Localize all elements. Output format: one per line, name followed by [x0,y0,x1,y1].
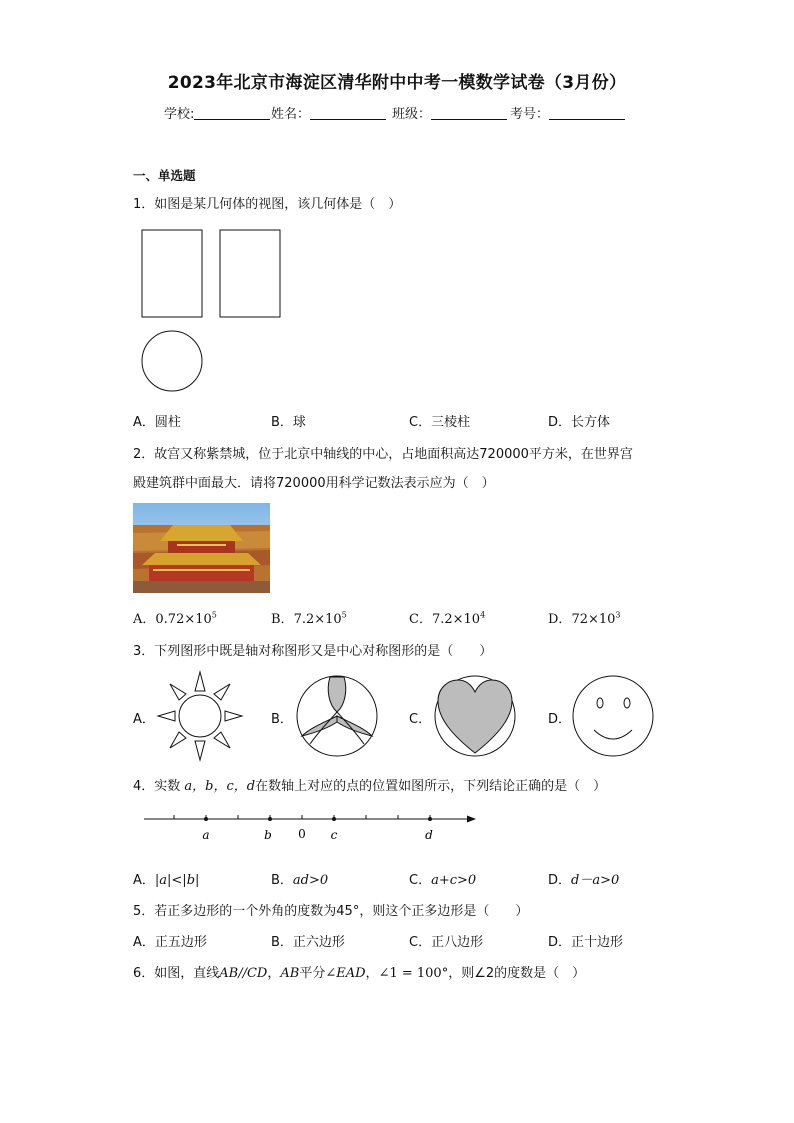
school-label: 学校: [164,107,195,122]
q3-option-b-label[interactable]: B． [271,712,293,727]
page-title: 2023年北京市海淀区清华附中中考一模数学试卷（3月份） [167,73,627,93]
axis-label-c: c [330,828,338,842]
q4-option-a[interactable]: A．|a|<|b| [133,873,200,888]
point-b [268,817,272,821]
id-label: 考号： [510,107,550,122]
section-title: 一、单选题 [133,168,196,183]
axis-label-a: a [202,828,210,842]
q2-option-d[interactable]: D．$72\times 10^3$ [548,610,621,627]
point-d [428,817,432,821]
q1-option-b[interactable]: B．球 [271,415,306,430]
q3-stem: 3．下列图形中既是轴对称图形又是中心对称图形的是（ ） [133,644,493,659]
q5-stem: 5．若正多边形的一个外角的度数为45°，则这个正多边形是（ ） [133,904,529,919]
q2-stem-line1: 2．故宫又称紫禁城，位于北京中轴线的中心，占地面积高达720000平方米，在世界宫 [133,447,633,462]
axis-label-zero: 0 [298,827,306,841]
point-c [332,817,336,821]
q4-option-b[interactable]: B．ad>0 [271,873,329,888]
q2-stem-line2: 殿建筑群中面最大．请将720000用科学记数法表示应为（ ） [133,476,495,491]
q6-stem: 6．如图，直线AB//CD，AB平分∠EAD，∠1 = 100°，则∠2的度数是（ ） [133,966,586,981]
point-a [204,817,208,821]
q2-option-c[interactable]: C．$7.2\times 10^4$ [409,610,486,627]
q5-option-b[interactable]: B．正六边形 [271,935,345,950]
q5-option-c[interactable]: C．正八边形 [409,935,484,950]
class-label: 班级： [392,107,432,122]
q4-option-d[interactable]: D．d－a>0 [548,873,620,888]
q3-option-a-label[interactable]: A． [133,712,155,727]
q5-option-d[interactable]: D．正十边形 [548,935,624,950]
q3-option-c-label[interactable]: C． [409,712,432,727]
q1-stem: 1．如图是某几何体的视图，该几何体是（ ） [133,197,402,212]
q4-option-c[interactable]: C．a+c>0 [409,873,477,888]
name-label: 姓名： [271,107,311,122]
q2-option-b[interactable]: B．$7.2\times 10^5$ [271,610,347,627]
axis-label-d: d [425,828,433,842]
q1-option-a[interactable]: A．圆柱 [133,415,181,430]
axis-label-b: b [264,828,272,842]
q2-option-a[interactable]: A．$0.72\times 10^5$ [133,610,217,627]
q5-option-a[interactable]: A．正五边形 [133,935,207,950]
q3-option-d-label[interactable]: D． [548,712,572,727]
q4-stem: 4．实数 a，b，c，d在数轴上对应的点的位置如图所示，下列结论正确的是（ ） [133,779,607,794]
q1-option-d[interactable]: D．长方体 [548,415,611,430]
q1-option-c[interactable]: C．三棱柱 [409,415,471,430]
